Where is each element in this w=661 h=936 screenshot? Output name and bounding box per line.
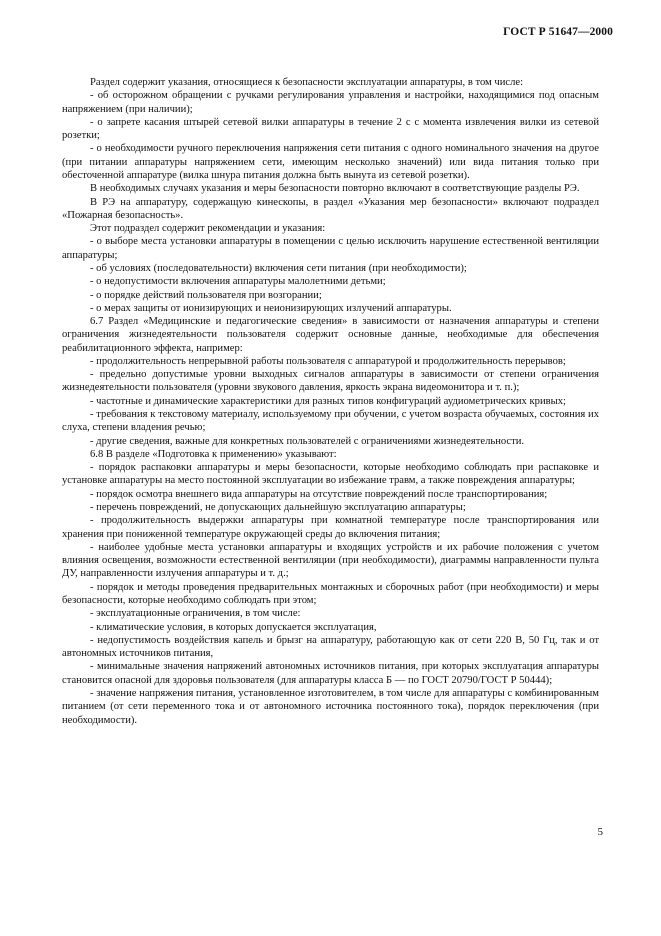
paragraph: - продолжительность непрерывной работы пользователя с аппаратурой и продолжительность перерывов; — [90, 355, 566, 367]
paragraph: 6.8 В разделе «Подготовка к применению» указывают: — [90, 448, 337, 460]
paragraph: - требования к текстовому материалу, используемому при обучении, с учетом возраста обучаемых, состояния их слуха, степени владения речью; — [62, 409, 599, 434]
document-body — [62, 76, 599, 727]
paragraph: 6.7 Раздел «Медицинские и педагогические сведения» в зависимости от назначения аппаратуры и степени ограничения жизнедеятельности пользователя содержит основные данные, необходимые для обеспечения реабилитационного эффекта, например: — [62, 316, 599, 354]
paragraph: - об условиях (последовательности) включения сети питания (при необходимости); — [90, 262, 467, 274]
paragraph: - недопустимость воздействия капель и брызг на аппаратуру, работающую как от сети 220 В, 50 Гц, так и от автономных источников питания, — [62, 634, 599, 660]
paragraph: - значение напряжения питания, установленное изготовителем, в том числе для аппаратуры с комбинированным питанием (от сети переменного тока и от автономного источника постоянного тока), порядок переключения (при необходимости). — [62, 687, 599, 726]
document-header-code: ГОСТ Р 51647—2000 — [503, 26, 613, 38]
paragraph: - перечень повреждений, не допускающих дальнейшую эксплуатацию аппаратуры; — [90, 502, 466, 513]
paragraph: - о порядке действий пользователя при возгорании; — [90, 289, 322, 301]
paragraph: В РЭ на аппаратуру, содержащую кинескопы, в раздел «Указания мер безопасности» включают подраздел «Пожарная безопасность». — [62, 196, 599, 221]
page-number: 5 — [597, 826, 603, 838]
paragraph: - о недопустимости включения аппаратуры малолетними детьми; — [90, 276, 386, 288]
paragraph: Раздел содержит указания, относящиеся к безопасности эксплуатации аппаратуры, в том числе: — [90, 77, 524, 88]
paragraph: - частотные и динамические характеристики для разных типов конфигураций аудиометрических кривых; — [90, 395, 566, 407]
paragraph: - о выборе места установки аппаратуры в помещении с целью исключить нарушение естественной вентиляции аппаратуры; — [62, 236, 599, 261]
paragraph: - порядок осмотра внешнего вида аппаратуры на отсутствие повреждений после транспортирования; — [90, 488, 548, 500]
paragraph: - о мерах защиты от ионизирующих и неионизирующих излучений аппаратуры. — [90, 302, 452, 314]
paragraph: - продолжительность выдержки аппаратуры при комнатной температуре после транспортирования или хранения при пониженной температуре окружающей среды до включения питания; — [62, 515, 599, 540]
paragraph: - эксплуатационные ограничения, в том числе: — [90, 608, 301, 620]
paragraph: - об осторожном обращении с ручками регулирования управления и настройки, находящимися под опасным напряжением (при наличии); — [62, 90, 599, 115]
paragraph: - минимальные значения напряжений автономных источников питания, при которых эксплуатация аппаратуры становится опасной для здоровья пользователя (для аппаратуры класса Б — по ГОСТ 20790/ГОСТ Р 50444); — [62, 661, 599, 686]
paragraph: - климатические условия, в которых допускается эксплуатация, — [90, 621, 377, 633]
paragraph: - предельно допустимые уровни выходных сигналов аппаратуры в зависимости от степени ограничения жизнедеятельности пользователя (уровни звукового давления, яркость экрана видеомонитора и т. п.); — [62, 369, 599, 394]
paragraph: Этот подраздел содержит рекомендации и указания: — [90, 223, 326, 235]
paragraph: - порядок и методы проведения предварительных монтажных и сборочных работ (при необходимости) и меры безопасности, которые необходимо соблюдать при этом; — [62, 581, 599, 606]
paragraph: - о необходимости ручного переключения напряжения сети питания с одного номинального значения на другое (при питании аппаратуры напряжением сети, имеющим несколько значений) или вида питания только при обесточенной аппаратуре (вилка шнура питания должна быть вынута из сетевой розетки). — [62, 143, 599, 181]
paragraph: В необходимых случаях указания и меры безопасности повторно включают в соответствующие разделы РЭ. — [90, 183, 580, 195]
paragraph: - порядок распаковки аппаратуры и меры безопасности, которые необходимо соблюдать при распаковке и установке аппаратуры на место постоянной эксплуатации во избежание травм, а также повреждения аппаратуры; — [62, 462, 599, 487]
paragraph: - наиболее удобные места установки аппаратуры и входящих устройств и их рабочие положения с учетом влияния освещения, возможности естественной вентиляции (при необходимости), диаграммы направленности пульта ДУ, направленности излучения аппаратуры и т. д.; — [62, 541, 599, 580]
paragraph: - другие сведения, важные для конкретных пользователей с ограничениями жизнедеятельности. — [90, 435, 525, 447]
paragraph: - о запрете касания штырей сетевой вилки аппаратуры в течение 2 с с момента извлечения вилки из сетевой розетки; — [62, 116, 599, 142]
